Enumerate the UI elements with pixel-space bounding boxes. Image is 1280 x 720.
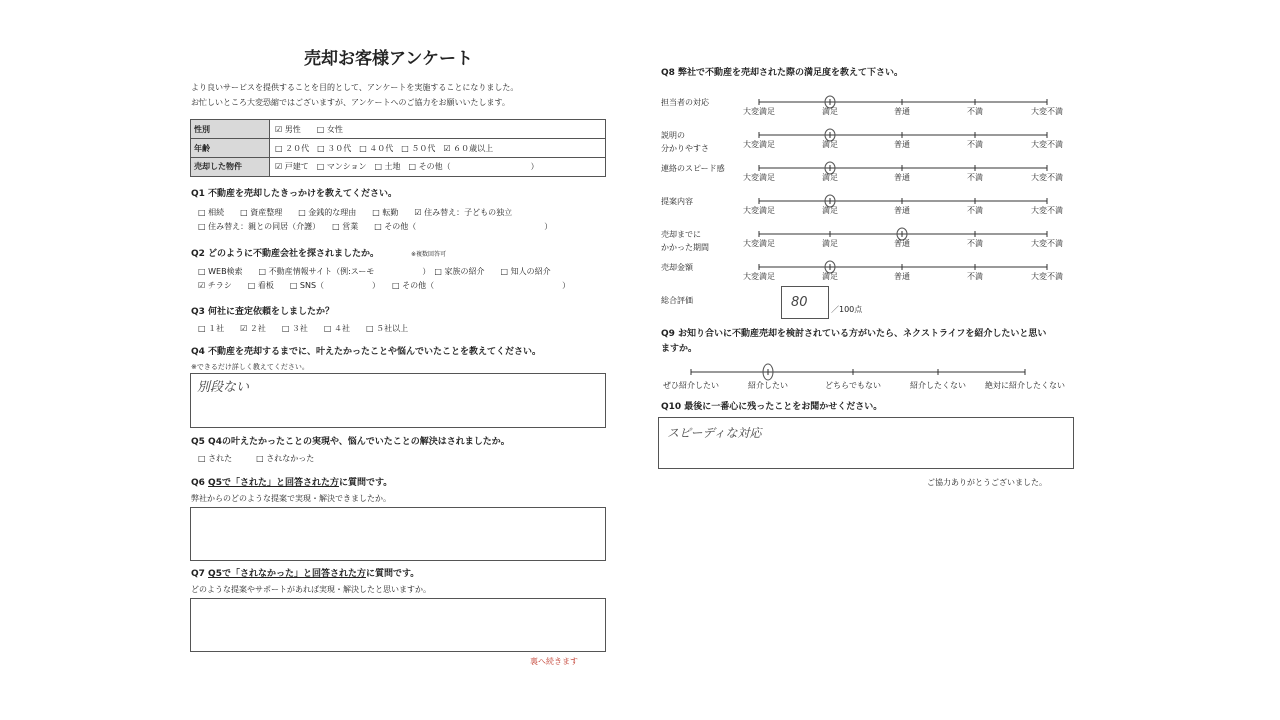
q1-title: Q1 不動産を売却したきっかけを教えてください。 <box>191 189 398 199</box>
q8-scale-label: 不満 <box>967 206 983 215</box>
q9-scale-label: 紹介したい <box>748 381 788 390</box>
thanks-note: ご協力ありがとうございました。 <box>927 478 1047 487</box>
q9-title-line-1: Q9 お知り合いに不動産売却を検討されている方がいたら、ネクストライフを紹介したいと思い <box>661 329 1047 339</box>
q9-title-line-2: ますか。 <box>661 344 698 354</box>
selected-circle <box>763 364 773 380</box>
age-options[interactable]: □ ２０代 □ ３０代 □ ４０代 □ ５０代 ☑ ６０歳以上 <box>275 144 494 153</box>
q8-scale-label: 普通 <box>894 272 910 281</box>
q8-scale-label: 大変不満 <box>1031 173 1063 182</box>
q8-row-label: 説明の <box>661 131 685 140</box>
overall-score: 80 <box>791 295 808 310</box>
q2-note: ※複数回答可 <box>411 251 447 258</box>
age-label: 年齢 <box>194 144 210 153</box>
q8-scale-label: 大変満足 <box>743 107 775 116</box>
q8-scale-label: 大変不満 <box>1031 140 1063 149</box>
q6-answer-box[interactable] <box>190 507 606 561</box>
q6-subtitle: 弊社からのどのような提案で実現・解決できましたか。 <box>191 494 391 503</box>
q8-scale-label: 大変不満 <box>1031 272 1063 281</box>
q8-scale-label: 大変満足 <box>743 173 775 182</box>
q8-row-label: 売却金額 <box>661 263 693 272</box>
intro-line-2: お忙しいところ大変恐縮ではございますが、アンケートへのご協力をお願いいたします。 <box>191 98 510 107</box>
overall-max: ／100点 <box>831 305 863 314</box>
q8-scale-label: 不満 <box>967 173 983 182</box>
q4-answer-box[interactable] <box>190 373 606 428</box>
q10-title: Q10 最後に一番心に残ったことをお聞かせください。 <box>661 402 883 412</box>
overall-score-box[interactable] <box>781 286 829 319</box>
q8-scale-label: 満足 <box>822 239 838 248</box>
q7-subtitle: どのような提案やサポートがあれば実現・解決したと思いますか。 <box>191 585 431 594</box>
q8-scale-label: 大変不満 <box>1031 239 1063 248</box>
q8-scale-label: 満足 <box>822 107 838 116</box>
q8-row-label: 売却までに <box>661 230 701 239</box>
q8-row-label-sub: かかった期間 <box>661 243 709 252</box>
q10-answer-box[interactable] <box>658 417 1074 469</box>
q7-title-prefix: Q7 <box>191 569 209 579</box>
q8-scale-label: 不満 <box>967 107 983 116</box>
q8-scale-label: 大変不満 <box>1031 206 1063 215</box>
q8-scale-label: 普通 <box>894 173 910 182</box>
q8-scale-label: 不満 <box>967 140 983 149</box>
q10-answer: スピーディな対応 <box>667 426 762 440</box>
q8-scale-label: 大変不満 <box>1031 107 1063 116</box>
q8-scale-label: 不満 <box>967 239 983 248</box>
q9-scale-label: 絶対に紹介したくない <box>985 381 1065 390</box>
q8-scale-label: 普通 <box>894 239 910 248</box>
row-divider <box>191 157 605 158</box>
q8-scale-label: 大変満足 <box>743 140 775 149</box>
q6-title <box>191 479 392 488</box>
q1-options-line-2[interactable]: □ 住み替え：親との同居（介護） □ 営業 □ その他（ ） <box>198 222 553 231</box>
q3-options[interactable]: □ １社 ☑ ２社 □ ３社 □ ４社 □ ５社以上 <box>198 324 409 333</box>
q7-title <box>191 570 419 579</box>
intro-line-1: より良いサービスを提供することを目的として、アンケートを実施することになりました。 <box>191 83 519 92</box>
q6-title-prefix: Q6 <box>191 478 209 488</box>
property-options[interactable]: ☑ 戸建て □ マンション □ 土地 □ その他（ ） <box>275 162 539 171</box>
q4-answer: 別段ない <box>197 380 250 395</box>
q8-title: Q8 弊社で不動産を売却された際の満足度を教えて下さい。 <box>661 68 904 78</box>
q9-scale-label: 紹介したくない <box>910 381 966 390</box>
q8-scale-label: 大変満足 <box>743 206 775 215</box>
q7-title-suffix: に質問です。 <box>365 569 420 579</box>
q8-scale-label: 普通 <box>894 206 910 215</box>
profile-table <box>190 119 606 177</box>
q2-options-line-1[interactable]: □ WEB検索 □ 不動産情報サイト（例:スーモ ） □ 家族の紹介 □ 知人の紹介 <box>198 267 551 276</box>
q6-title-suffix: に質問です。 <box>338 478 393 488</box>
q5-title: Q5 Q4の叶えたかったことの実現や、悩んでいたことの解決はされましたか。 <box>191 437 510 447</box>
q8-scale-label: 大変満足 <box>743 272 775 281</box>
gender-options[interactable]: ☑ 男性 □ 女性 <box>275 125 343 134</box>
q2-title: Q2 どのように不動産会社を探されましたか。 <box>191 249 380 259</box>
q8-row-label: 担当者の対応 <box>661 98 709 107</box>
continue-note: 裏へ続きます <box>530 657 578 666</box>
q8-row-label: 提案内容 <box>661 197 693 206</box>
q3-title: Q3 何社に査定依頼をしましたか？ <box>191 307 335 317</box>
property-label: 売却した物件 <box>194 162 242 171</box>
q8-scale-label: 満足 <box>822 140 838 149</box>
q8-row-label: 連絡のスピード感 <box>661 164 725 173</box>
q5-options[interactable]: □ された □ されなかった <box>198 454 315 463</box>
gender-label: 性別 <box>194 125 210 134</box>
q1-options-line-1[interactable]: □ 相続 □ 資産整理 □ 金銭的な理由 □ 転勤 ☑ 住み替え：子どもの独立 <box>198 208 513 217</box>
q2-options-line-2[interactable]: ☑ チラシ □ 看板 □ SNS（ ） □ その他（ ） <box>198 281 571 290</box>
q8-scale-label: 満足 <box>822 173 838 182</box>
overall-label: 総合評価 <box>661 296 693 305</box>
q8-scale-label: 満足 <box>822 272 838 281</box>
q4-title: Q4 不動産を売却するまでに、叶えたかったことや悩んでいたことを教えてください。 <box>191 347 542 357</box>
q7-title-condition: Q5で「されなかった」と回答された方 <box>208 569 366 579</box>
q6-title-condition: Q5で「された」と回答された方 <box>208 478 339 488</box>
q8-scale-label: 不満 <box>967 272 983 281</box>
q8-scale-label: 満足 <box>822 206 838 215</box>
q8-row-label-sub: 分かりやすさ <box>661 144 709 153</box>
q9-scale-label: どちらでもない <box>825 381 881 390</box>
q4-note: ※できるだけ詳しく教えてください。 <box>191 363 309 371</box>
q8-scale-label: 普通 <box>894 140 910 149</box>
q7-answer-box[interactable] <box>190 598 606 652</box>
q9-scale-label: ぜひ紹介したい <box>663 381 719 390</box>
row-divider <box>191 138 605 139</box>
survey-title: 売却お客様アンケート <box>304 49 473 69</box>
q8-scale-label: 大変満足 <box>743 239 775 248</box>
q8-scale-label: 普通 <box>894 107 910 116</box>
